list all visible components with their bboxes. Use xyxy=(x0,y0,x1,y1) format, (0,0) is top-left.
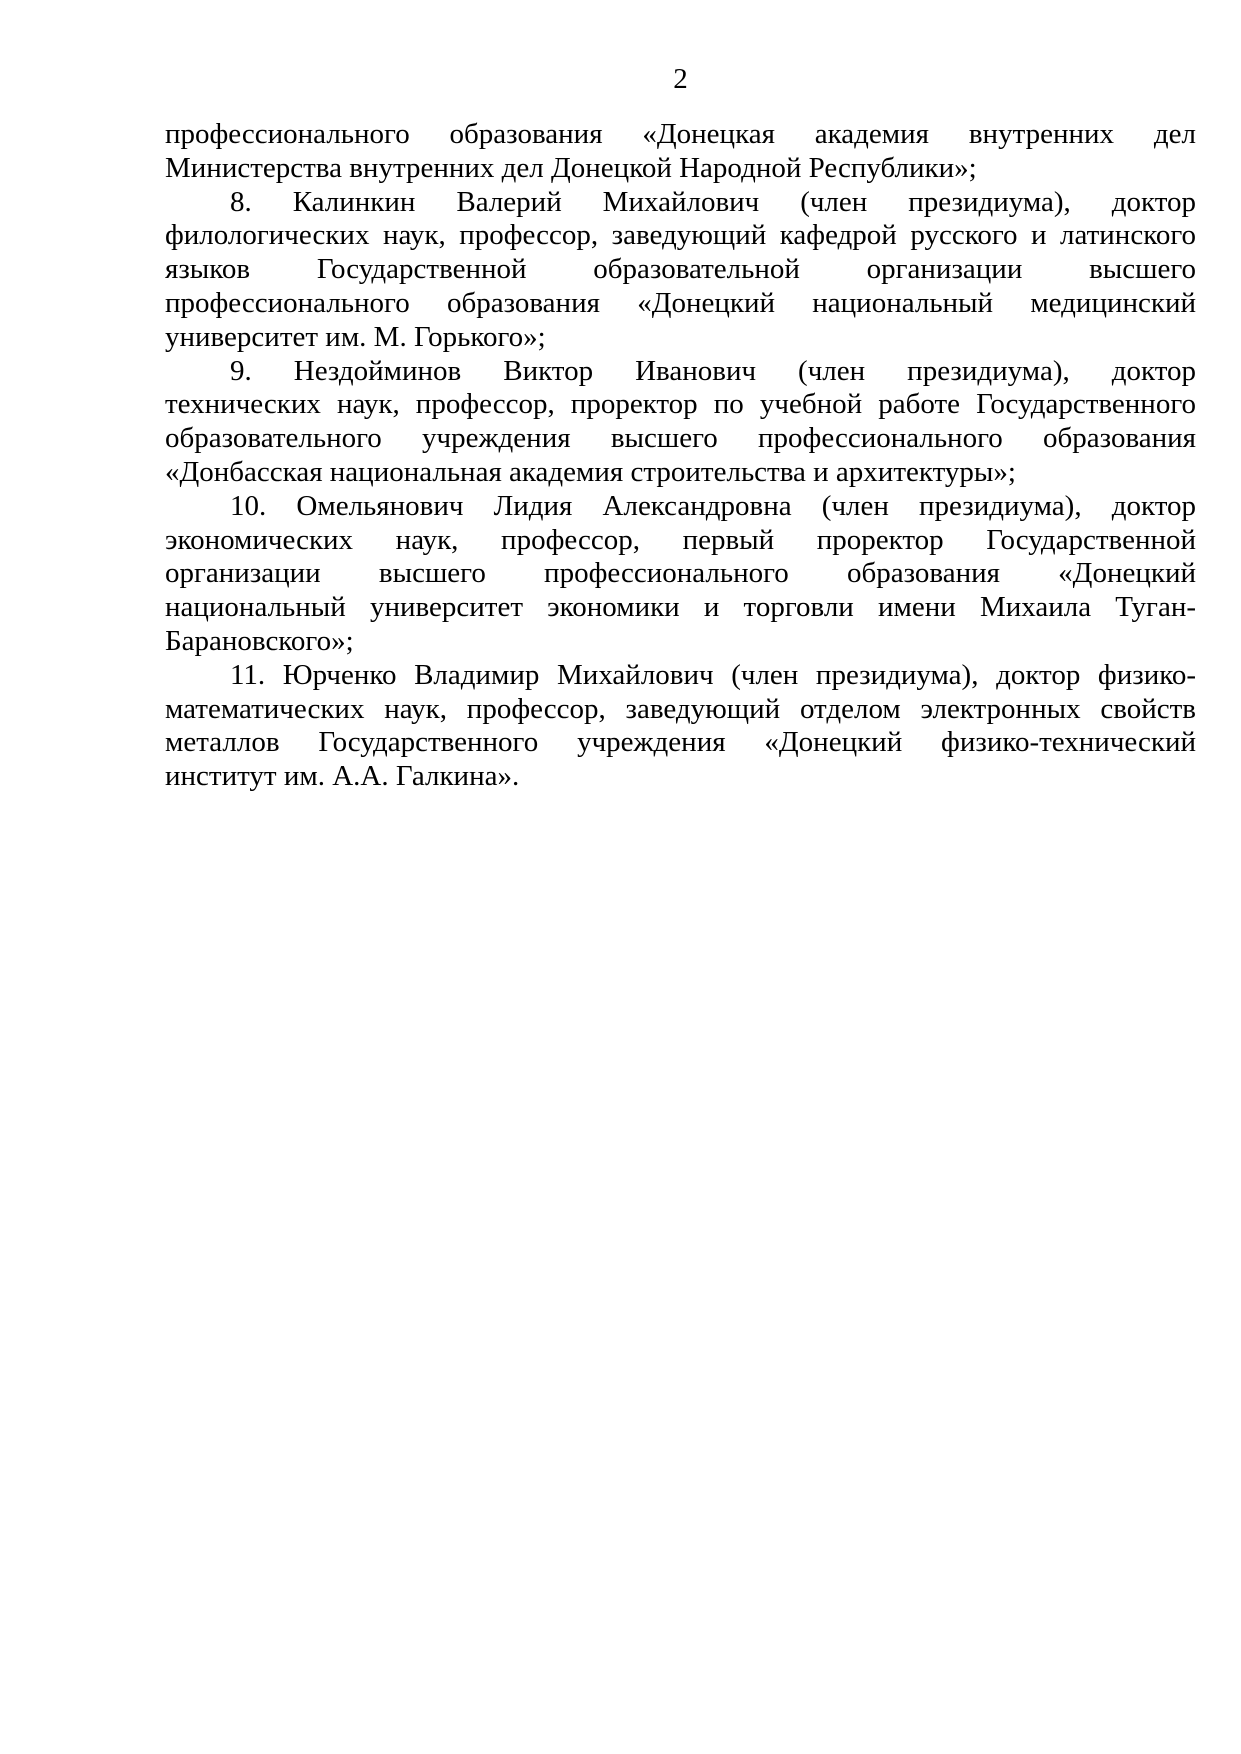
paragraph-item-8 xyxy=(165,186,1196,355)
text-line: университет им. М. Горького»; xyxy=(165,320,546,353)
page-number: 2 xyxy=(673,63,688,95)
paragraph-item-10 xyxy=(165,490,1196,659)
text-line: Барановского»; xyxy=(165,624,354,657)
text-line: профессионального образования «Донецкая академия внутренних дел xyxy=(165,118,1196,150)
text-line: 11. Юрченко Владимир Михайлович (член президиума), доктор физико- xyxy=(230,658,1196,691)
text-line: 10. Омельянович Лидия Александровна (член президиума), доктор xyxy=(230,489,1196,522)
document-body xyxy=(165,118,1196,794)
text-line: экономических наук, профессор, первый проректор Государственной xyxy=(165,523,1196,556)
text-line: профессионального образования «Донецкий национальный медицинский xyxy=(165,286,1196,319)
text-line: 9. Нездойминов Виктор Иванович (член президиума), доктор xyxy=(230,354,1196,387)
text-line: филологических наук, профессор, заведующий кафедрой русского и латинского xyxy=(165,219,1196,252)
text-line: образовательного учреждения высшего профессионального образования xyxy=(165,422,1196,455)
text-line: организации высшего профессионального образования «Донецкий xyxy=(165,557,1196,590)
text-line: языков Государственной образовательной организации высшего xyxy=(165,253,1196,286)
text-line: «Донбасская национальная академия строительства и архитектуры»; xyxy=(165,455,1016,488)
paragraph-continuation xyxy=(165,118,1196,186)
text-line: национальный университет экономики и торговли имени Михаила Туган- xyxy=(165,591,1196,624)
paragraph-item-11 xyxy=(165,659,1196,794)
text-line: технических наук, профессор, проректор по учебной работе Государственного xyxy=(165,388,1196,421)
text-line: институт им. А.А. Галкина». xyxy=(165,760,520,793)
text-line: 8. Калинкин Валерий Михайлович (член президиума), доктор xyxy=(230,185,1196,218)
paragraph-item-9 xyxy=(165,355,1196,490)
text-line: Министерства внутренних дел Донецкой Народной Республики»; xyxy=(165,151,977,184)
text-line: металлов Государственного учреждения «Донецкий физико-технический xyxy=(165,726,1196,759)
text-line: математических наук, профессор, заведующий отделом электронных свойств xyxy=(165,692,1196,725)
